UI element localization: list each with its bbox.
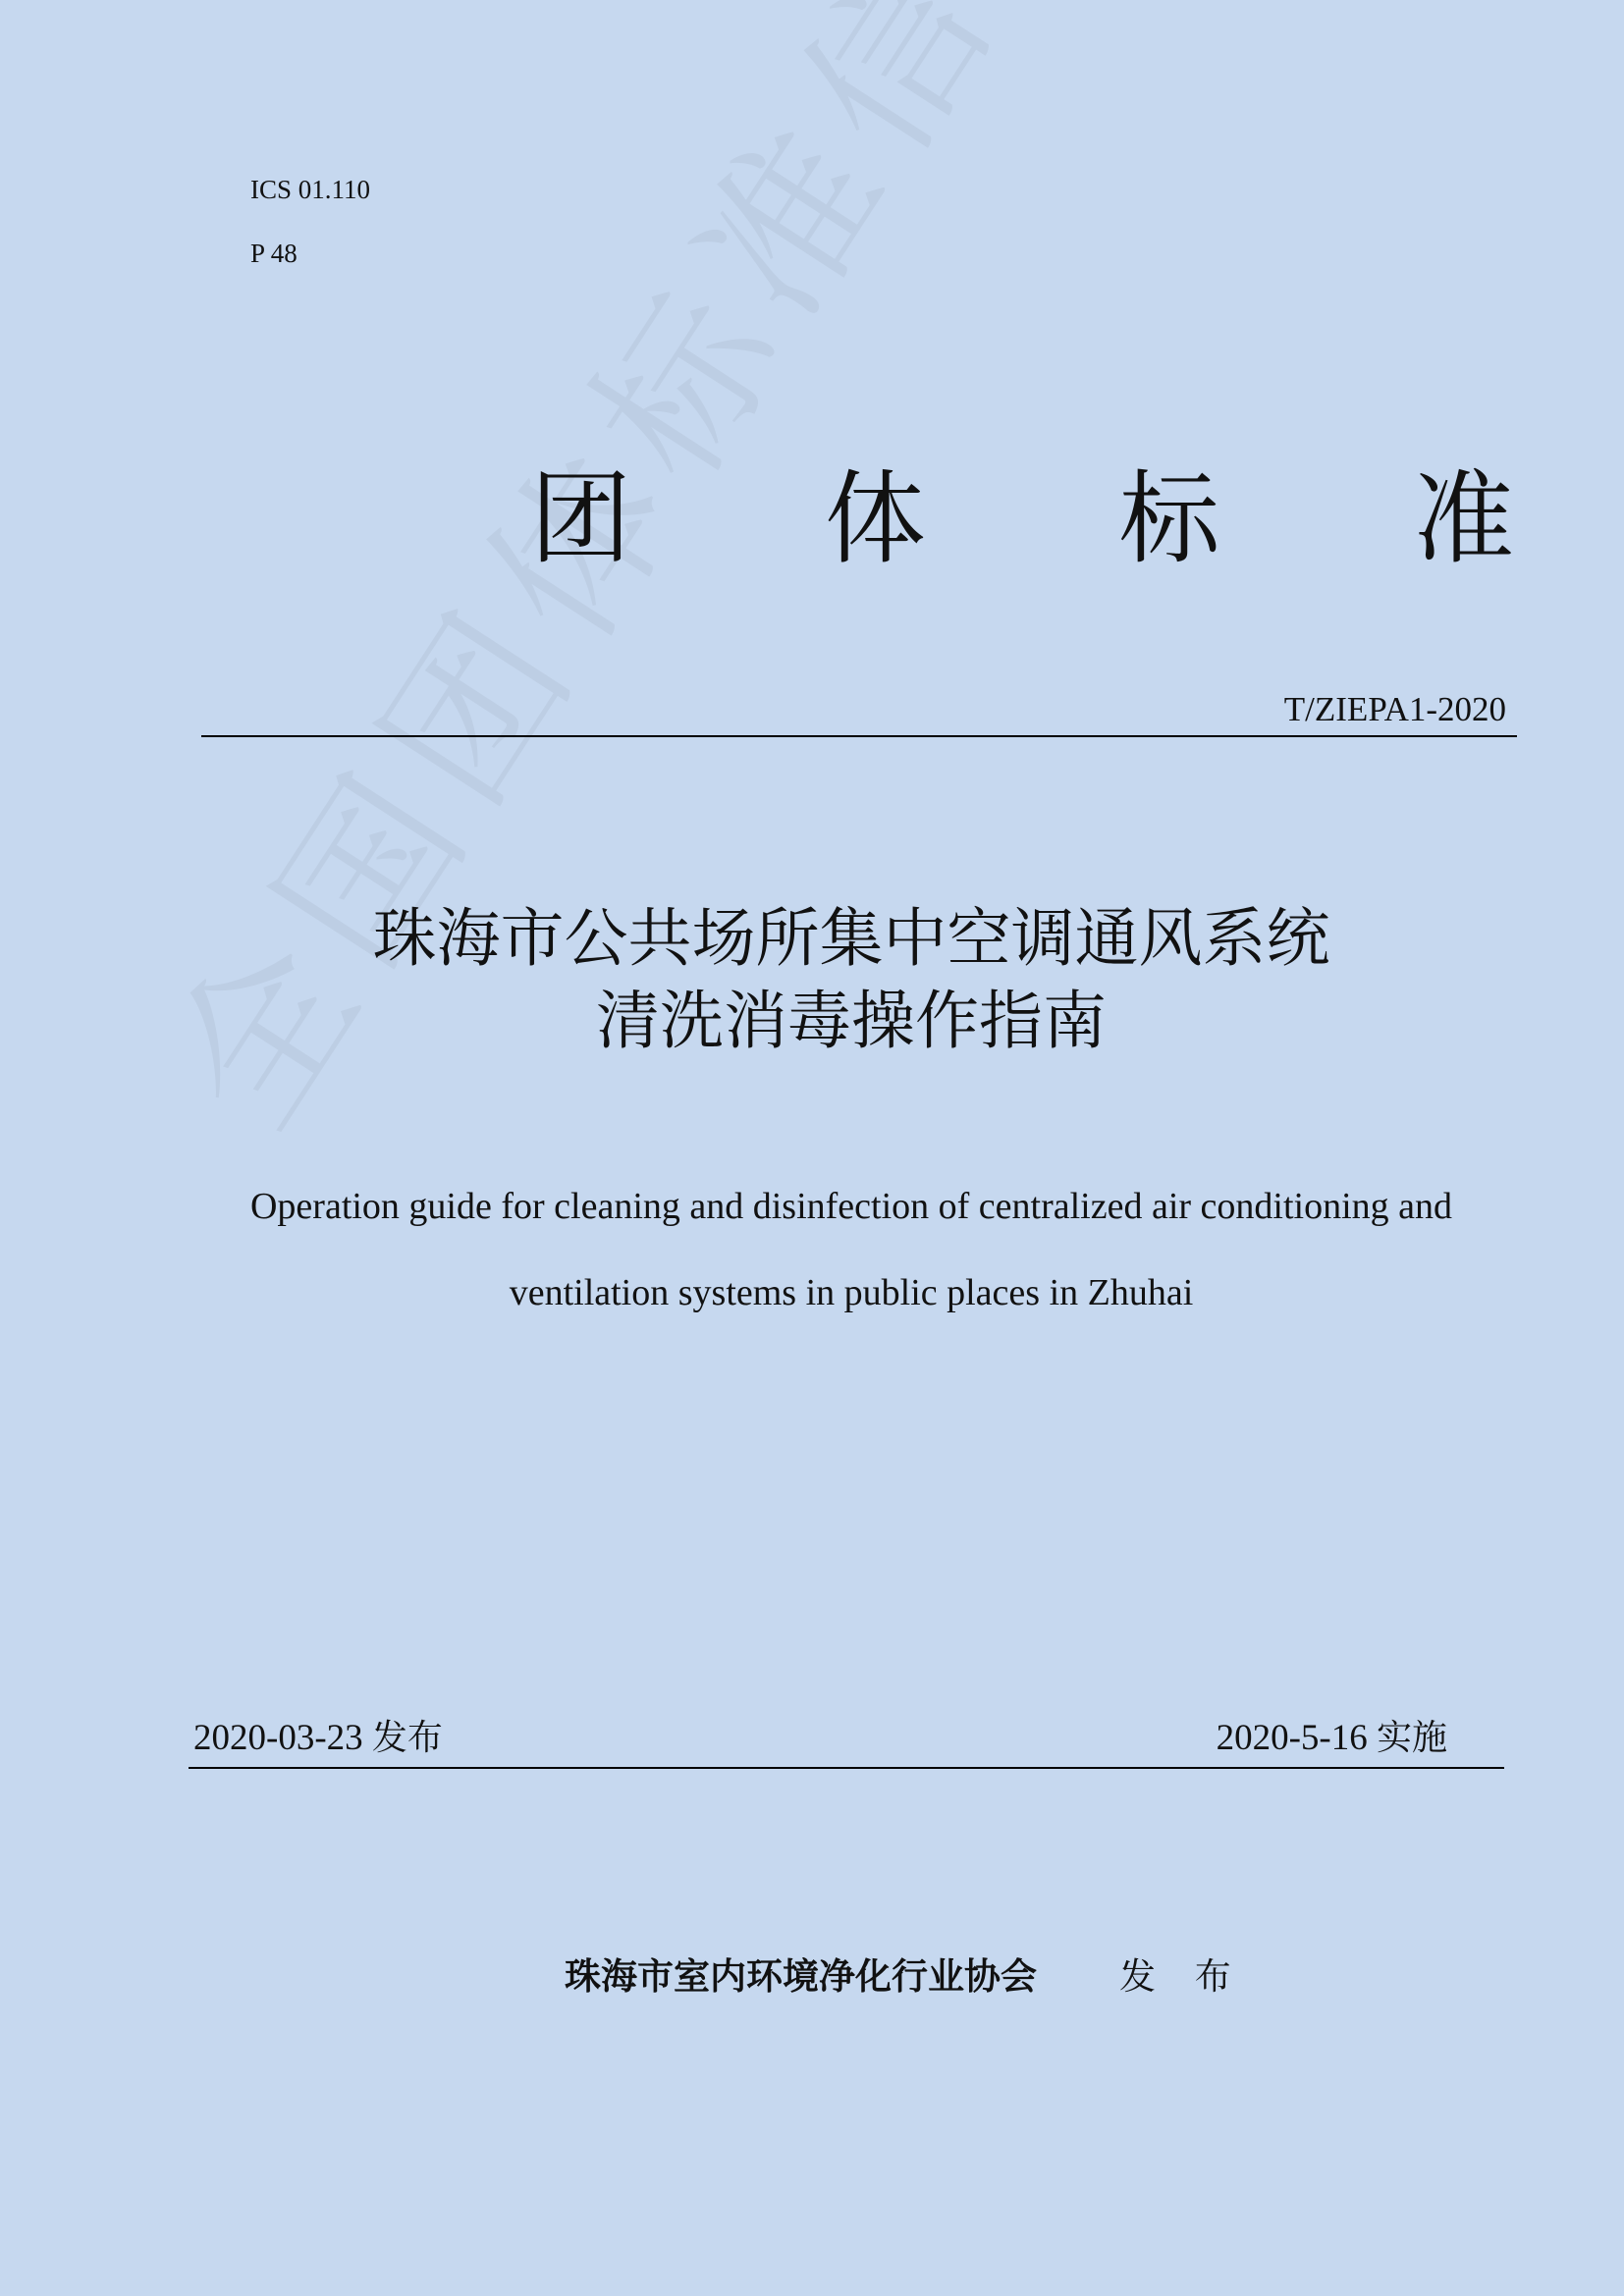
- release-date-label: 发布: [371, 1718, 443, 1758]
- standard-type-heading: 团 体 标 准: [530, 460, 1596, 578]
- top-divider: [201, 735, 1517, 737]
- release-date-value: 2020-03-23: [193, 1718, 363, 1758]
- publisher-action: 发 布: [1119, 1955, 1245, 1998]
- chinese-title-line-2: 清洗消毒操作指南: [595, 985, 1107, 1058]
- english-title-line-2: ventilation systems in public places in Zhuhai: [509, 1272, 1194, 1313]
- bottom-divider: [189, 1767, 1504, 1769]
- chinese-title-line-1: 珠海市公共场所集中空调通风系统: [372, 902, 1330, 976]
- english-title-line-1: Operation guide for cleaning and disinfection of centralized air conditioning and: [249, 1186, 1452, 1227]
- implement-date-value: 2020-5-16: [1216, 1718, 1368, 1758]
- publisher-name: 珠海市室内环境净化行业协会: [565, 1955, 1037, 1998]
- ics-code: ICS 01.110: [250, 175, 371, 204]
- ccs-code: P 48: [250, 239, 298, 268]
- release-date: [193, 1720, 443, 1756]
- implement-date: [1217, 1720, 1447, 1756]
- implement-date-label: 实施: [1376, 1718, 1447, 1758]
- standard-number: T/ZIEPA1-2020: [1283, 690, 1506, 728]
